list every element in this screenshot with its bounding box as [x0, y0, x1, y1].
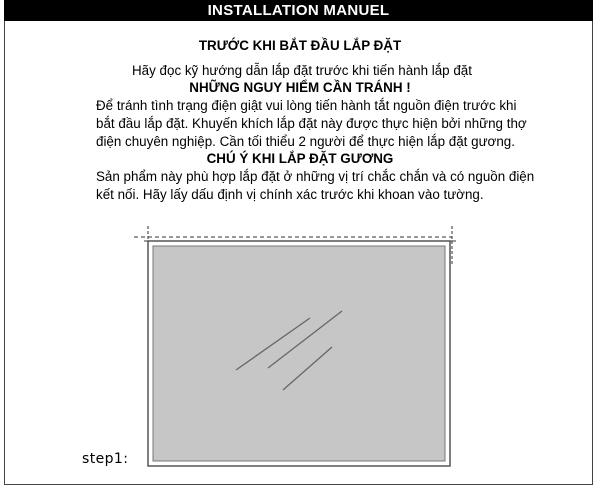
before-install-text: Hãy đọc kỹ hướng dẫn lắp đặt trước khi tiến hành lắp đặt — [132, 63, 472, 78]
mirror-note-title: CHÚ Ý KHI LẮP ĐẶT GƯƠNG — [206, 151, 394, 166]
danger-line-3: điện chuyên nghiệp. Cần tối thiểu 2 người để thực hiện lắp đặt gương. — [96, 134, 515, 149]
before-install-title: TRƯỚC KHI BẮT ĐẦU LẮP ĐẶT — [198, 38, 402, 53]
manual-header: INSTALLATION MANUEL — [4, 0, 593, 21]
note-line-1: Sản phẩm này phù hợp lắp đặt ở những vị trí chắc chắn và có nguồn điện — [96, 169, 535, 184]
mirror-glass — [153, 246, 445, 461]
note-line-2: kết nối. Hãy lấy dấu định vị chính xác trước khi khoan vào tường. — [96, 187, 484, 202]
danger-line-2: bắt đầu lắp đặt. Khuyến khích lắp đặt này được thực hiện bởi những thợ — [96, 116, 527, 131]
danger-line-1: Để tránh tình trạng điện giật vui lòng tiến hành tắt nguồn điện trước khi — [96, 98, 517, 113]
danger-title: NHỮNG NGUY HIỂM CẦN TRÁNH ! — [189, 80, 411, 95]
step-label: step1: — [82, 451, 129, 467]
